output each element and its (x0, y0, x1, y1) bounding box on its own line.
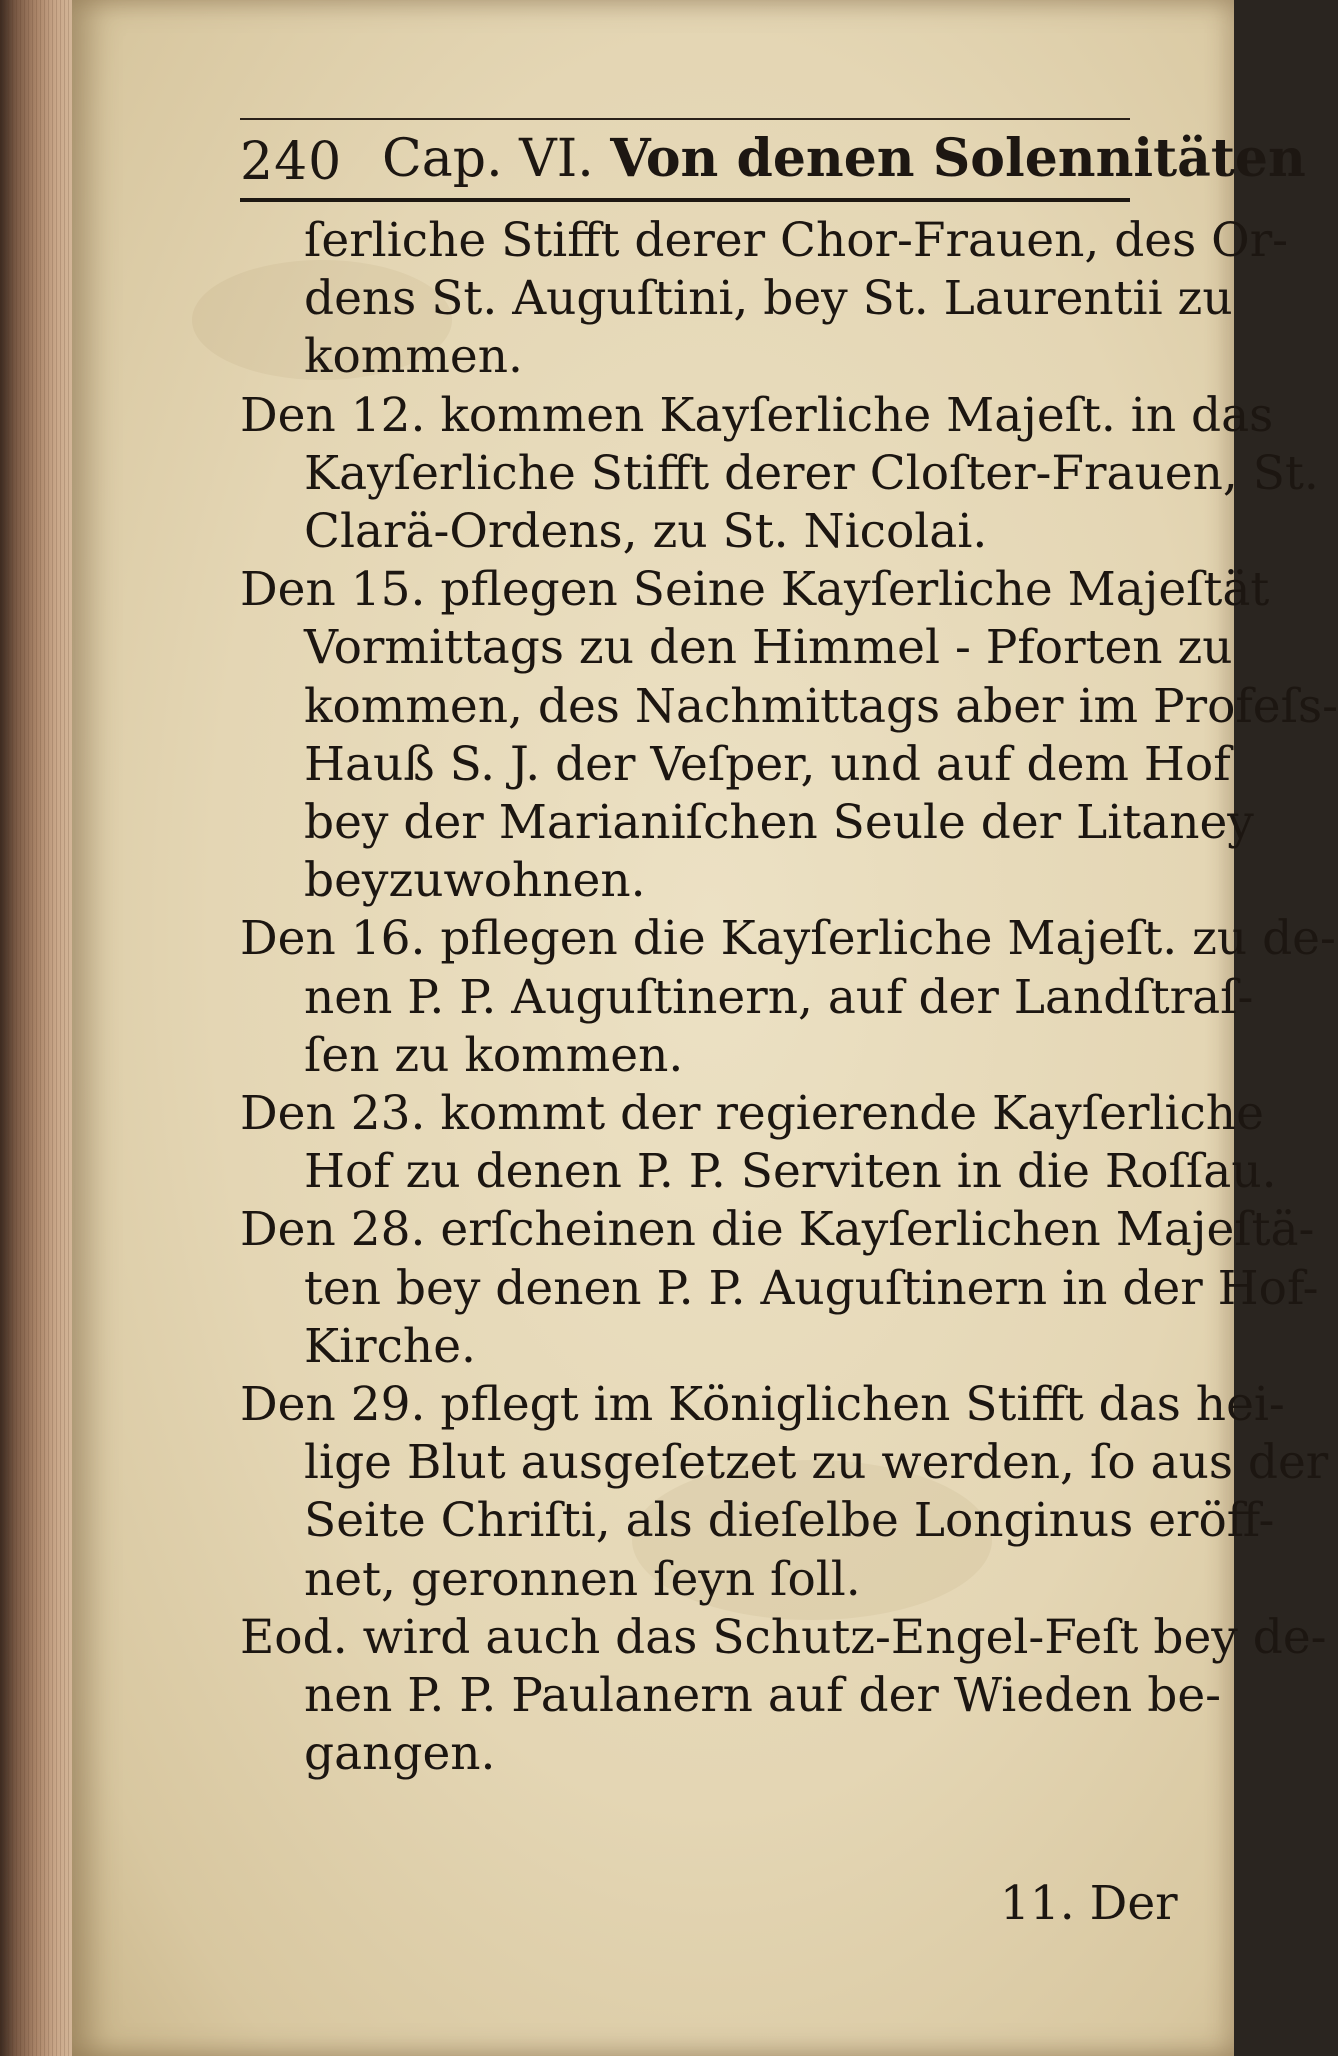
text-line: ten bey denen P. P. Auguſtinern in der Hof- (304, 1260, 1319, 1316)
chapter-label: Cap. VI. (382, 129, 594, 189)
paragraph (240, 212, 1289, 387)
text-line: Clarä-Ordens, zu St. Nicolai. (304, 504, 988, 560)
paragraph (240, 1376, 1329, 1609)
paragraph (240, 1609, 1327, 1784)
text-line: Kirche. (304, 1318, 476, 1374)
running-head (382, 128, 1306, 189)
running-header (240, 128, 1306, 198)
text-line: Den 28. erſcheinen die Kayſerlichen Majeſtä- (240, 1202, 1315, 1258)
text-line: ſerliche Stifft derer Chor-Frauen, des Or- (304, 213, 1289, 268)
paragraph (240, 561, 1338, 910)
text-line: kommen, des Nachmittags aber im Profeſs- (304, 678, 1338, 734)
page-number: 240 (240, 132, 343, 192)
text-line: Hauß S. J. der Veſper, und auf dem Hof (304, 736, 1231, 792)
text-line: Den 16. pflegen die Kayſerliche Majeſt. zu de- (240, 911, 1336, 967)
paragraph (240, 1201, 1319, 1376)
text-line: Vormittags zu den Himmel - Pforten zu (304, 620, 1233, 676)
text-line: ſen zu kommen. (304, 1027, 684, 1083)
paragraph (240, 910, 1336, 1085)
paragraph (240, 387, 1319, 562)
text-line: Seite Chriſti, als dieſelbe Longinus eröff- (304, 1493, 1275, 1549)
header-rule-bottom (240, 198, 1130, 202)
text-line: dens St. Auguſtini, bey St. Laurentii zu (304, 271, 1233, 327)
text-line: kommen. (304, 329, 523, 385)
text-line: beyzuwohnen. (304, 853, 646, 909)
catchword: 11. Der (1000, 1876, 1178, 1931)
text-line: Den 12. kommen Kayſerliche Majeſt. in das (240, 387, 1274, 443)
text-line: Kayſerliche Stifft derer Cloſter-Frauen, St. (304, 445, 1319, 501)
body-text (240, 212, 1338, 1783)
text-line: gangen. (304, 1726, 496, 1782)
text-line: bey der Marianiſchen Seule der Litaney (304, 795, 1254, 851)
text-line: Hof zu denen P. P. Serviten in die Roſſau. (304, 1144, 1277, 1200)
paragraph (240, 1085, 1277, 1201)
text-line: Eod. wird auch das Schutz-Engel-Feſt bey de- (240, 1609, 1327, 1665)
chapter-title: Von denen Solennitäten (610, 128, 1306, 189)
header-rule-top (240, 118, 1130, 120)
text-line: Den 23. kommt der regierende Kayſerliche (240, 1086, 1264, 1142)
text-line: Den 29. pflegt im Königlichen Stifft das hei- (240, 1377, 1285, 1433)
text-line: lige Blut ausgeſetzet zu werden, ſo aus der (304, 1435, 1329, 1491)
text-line: net, geronnen ſeyn ſoll. (304, 1551, 861, 1607)
text-line: nen P. P. Auguſtinern, auf der Landſtraſ- (304, 969, 1254, 1025)
book-page-edges (0, 0, 80, 2056)
text-line: nen P. P. Paulanern auf der Wieden be- (304, 1668, 1222, 1724)
text-line: Den 15. pflegen Seine Kayſerliche Majeſtät (240, 562, 1270, 618)
